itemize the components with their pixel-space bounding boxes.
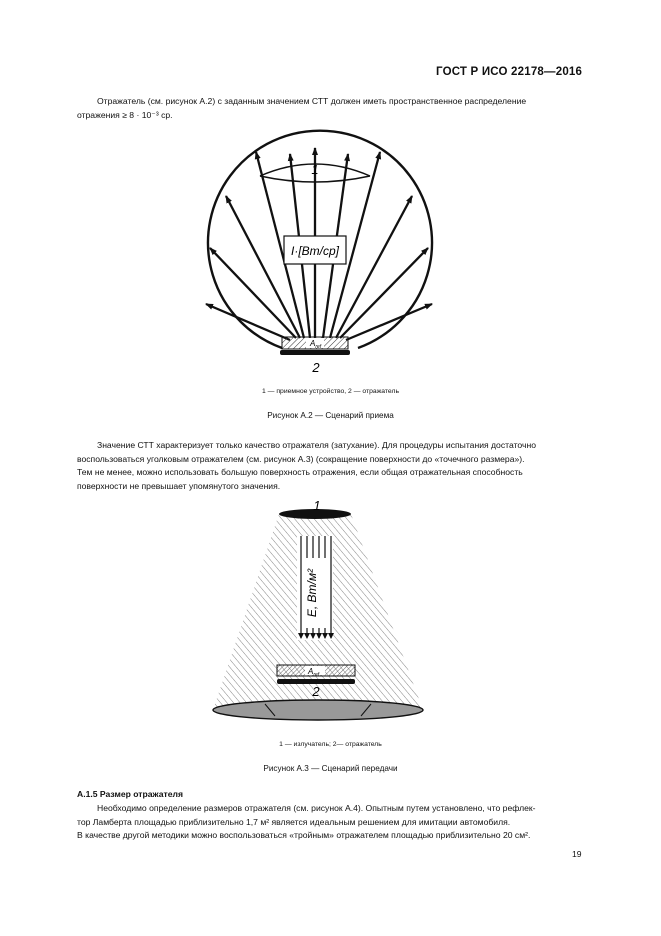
section-line-1: Необходимо определение размеров отражателя (см. рисунок А.4). Опытным путем установлено, что рефлек- xyxy=(97,803,536,813)
figure-a2-diagram xyxy=(190,118,450,382)
section-a15-heading: А.1.5 Размер отражателя xyxy=(77,789,183,799)
figure-a3-label-1: 1 xyxy=(313,498,321,513)
irradiance-label: E, Вт/м² xyxy=(305,568,319,618)
intro-line-2: отражения ≥ 8 · 10⁻³ ср. xyxy=(77,109,173,120)
figure-a3-caption: Рисунок А.3 — Сценарий передачи xyxy=(263,764,398,773)
middle-line-3: Тем не менее, можно использовать большую поверхность отражения, если общая отражательная способность xyxy=(77,467,523,478)
figure-a2-caption: Рисунок А.2 — Сценарий приема xyxy=(267,411,394,420)
middle-line-1: Значение СТТ характеризует только качество отражателя (затухание). Для процедуры испытания достаточно xyxy=(97,440,536,450)
middle-line-4: поверхности не превышает упомянутого значения. xyxy=(77,480,281,491)
middle-line-2: воспользоваться уголковым отражателем (см. рисунок А.3) (сокращение поверхности до «точечного размера»). xyxy=(77,453,525,464)
intro-line-1: Отражатель (см. рисунок А.2) с заданным значением СТТ должен иметь пространственное распределение xyxy=(97,96,527,106)
figure-a3-diagram xyxy=(205,498,433,730)
page-number: 19 xyxy=(572,849,582,859)
intensity-label: I·[Вт/ср] xyxy=(290,244,340,258)
reflector-base xyxy=(280,350,350,355)
middle-paragraph xyxy=(77,439,585,493)
section-a15-paragraph xyxy=(77,802,585,843)
aref-label-a3: $A_{ref}$ xyxy=(308,667,320,678)
figure-a2-label-1: 1 xyxy=(311,162,319,177)
illumination-footprint xyxy=(213,700,423,720)
document-header: ГОСТ Р ИСО 22178—2016 xyxy=(436,66,583,78)
figure-a3-label-2: 2 xyxy=(312,684,320,699)
aref-label: $A_{ref}$ xyxy=(310,339,322,350)
figure-a2-legend: 1 — приемное устройство, 2 — отражатель xyxy=(262,388,399,395)
section-line-3: В качестве другой методики можно воспользоваться «тройным» отражателем площадью приблизительно 20 см². xyxy=(77,830,531,841)
section-line-2: тор Ламберта площадью приблизительно 1,7 м² является идеальным решением для имитации автомобиля. xyxy=(77,816,511,827)
figure-a3-legend: 1 — излучатель; 2— отражатель xyxy=(279,741,382,748)
figure-a2-label-2: 2 xyxy=(312,360,320,375)
